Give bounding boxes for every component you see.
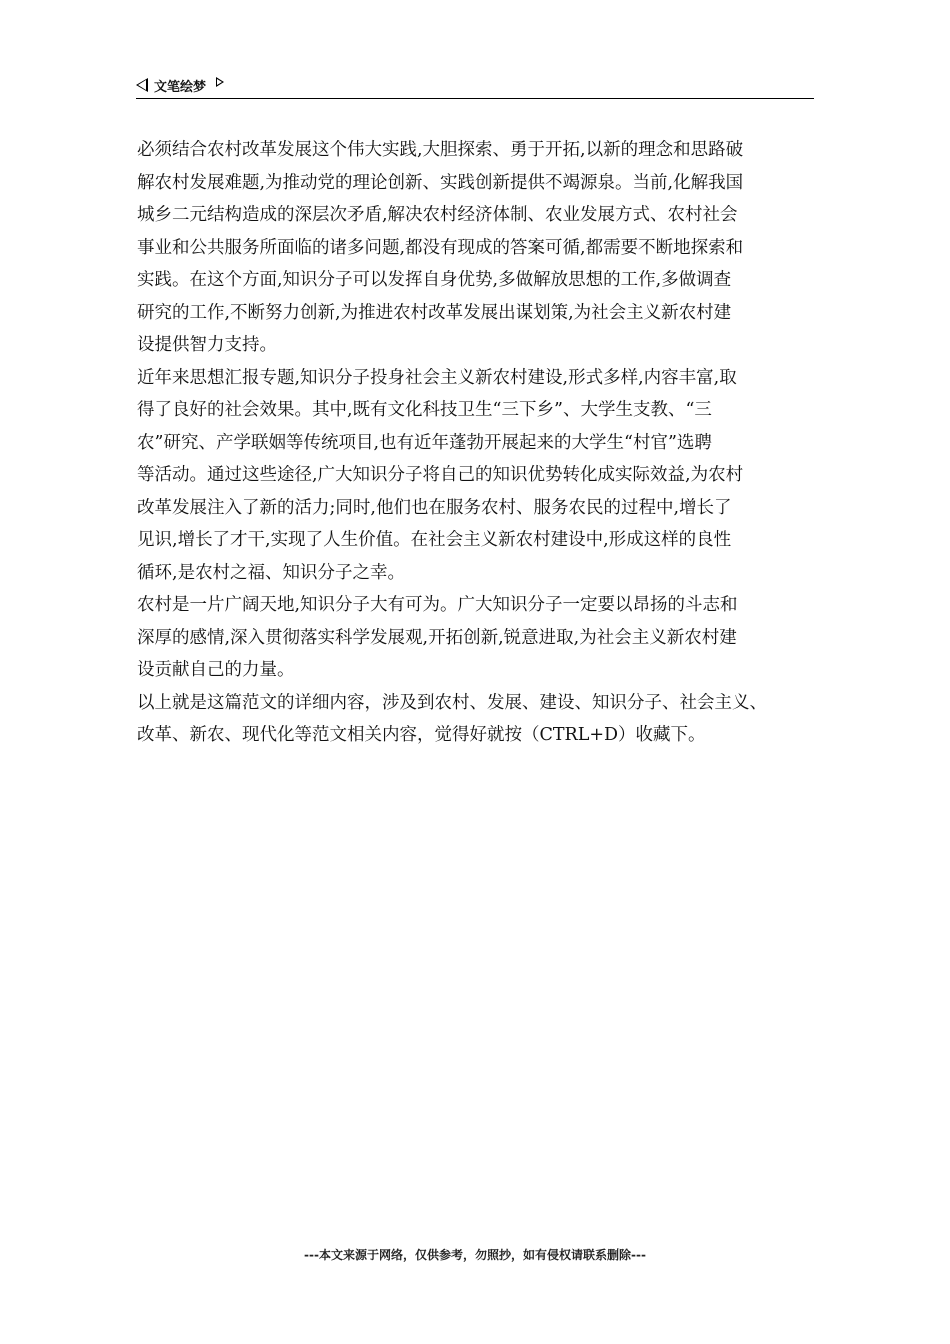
- body-line: 事业和公共服务所面临的诸多问题,都没有现成的答案可循,都需要不断地探索和: [137, 237, 744, 258]
- header-title: 文笔绘梦: [154, 79, 207, 95]
- page-header: [136, 72, 814, 99]
- body-line: 必须结合农村改革发展这个伟大实践,大胆探索、勇于开拓,以新的理念和思路破: [137, 140, 744, 160]
- body-line: 研究的工作,不断努力创新,为推进农村改革发展出谋划策,为社会主义新农村建: [137, 302, 732, 323]
- body-line: 设提供智力支持。: [137, 335, 277, 355]
- body-line: 解农村发展难题,为推动党的理论创新、实践创新提供不竭源泉。当前,化解我国: [137, 172, 744, 193]
- body-line: 设贡献自己的力量。: [137, 660, 295, 680]
- body-line: 循环,是农村之福、知识分子之幸。: [137, 562, 406, 583]
- body-line: 城乡二元结构造成的深层次矛盾,解决农村经济体制、农业发展方式、农村社会: [137, 205, 738, 225]
- body-line: 实践。在这个方面,知识分子可以发挥自身优势,多做解放思想的工作,多做调查: [137, 270, 732, 290]
- body-line: 农”研究、产学联姻等传统项目,也有近年蓬勃开展起来的大学生“村官”选聘: [137, 432, 712, 453]
- right-triangle-icon: [216, 77, 224, 87]
- body-line: 改革、新农、现代化等范文相关内容，觉得好就按（CTRL+D）收藏下。: [137, 725, 706, 745]
- document-body: [137, 134, 827, 752]
- left-triangle-icon: [136, 78, 148, 92]
- body-line: 等活动。通过这些途径,广大知识分子将自己的知识优势转化成实际效益,为农村: [137, 465, 744, 485]
- body-line: 改革发展注入了新的活力;同时,他们也在服务农村、服务农民的过程中,增长了: [137, 497, 732, 518]
- body-line: 深厚的感情,深入贯彻落实科学发展观,开拓创新,锐意进取,为社会主义新农村建: [137, 627, 737, 648]
- page-footer: ---本文来源于网络，仅供参考，勿照抄，如有侵权请联系删除---: [304, 1248, 646, 1262]
- body-line: 得了良好的社会效果。其中,既有文化科技卫生“三下乡”、大学生支教、“三: [137, 400, 712, 420]
- body-line: 农村是一片广阔天地,知识分子大有可为。广大知识分子一定要以昂扬的斗志和: [137, 595, 738, 615]
- body-line: 以上就是这篇范文的详细内容，涉及到农村、发展、建设、知识分子、社会主义、: [137, 692, 767, 713]
- body-line: 见识,增长了才干,实现了人生价值。在社会主义新农村建设中,形成这样的良性: [137, 530, 732, 550]
- body-line: 近年来思想汇报专题,知识分子投身社会主义新农村建设,形式多样,内容丰富,取: [137, 367, 737, 388]
